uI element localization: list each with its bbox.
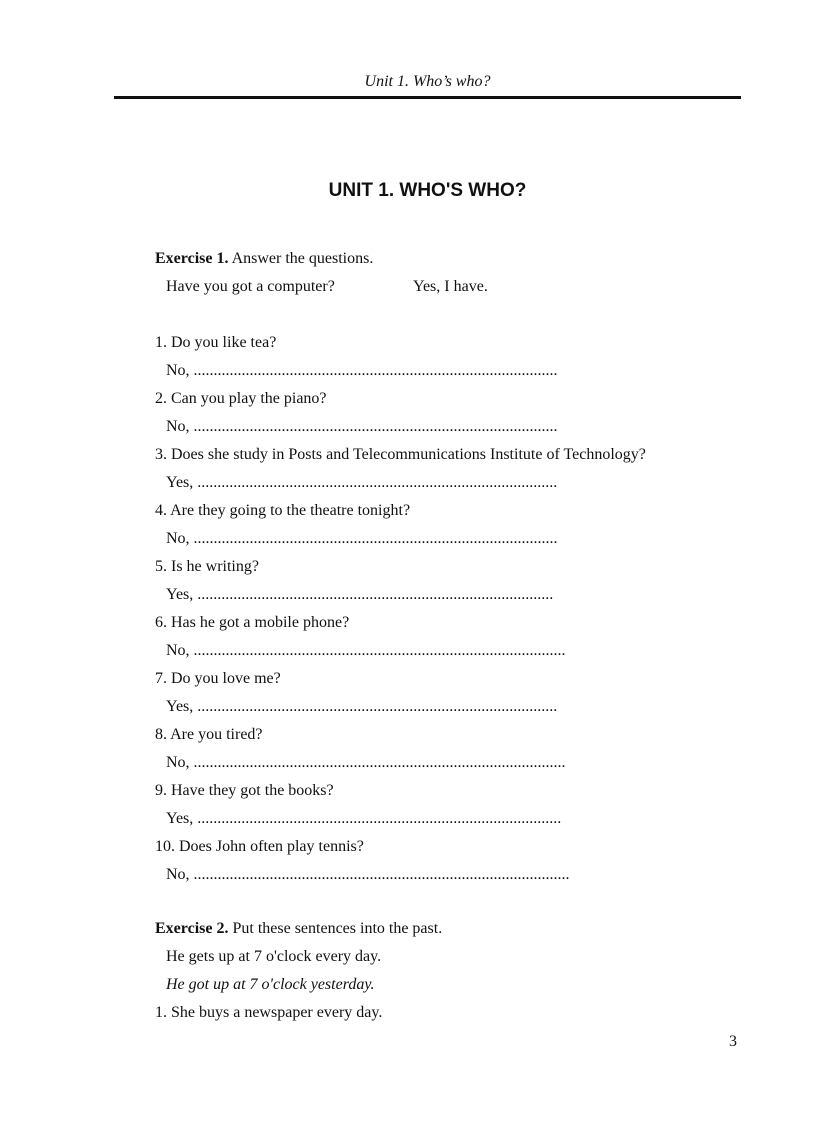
answer-line-1: No, ........................................................................................... (166, 362, 558, 379)
answer-line-3: Yes, .......................................................................................... (166, 474, 558, 491)
answer-line-6: No, ............................................................................................. (166, 642, 566, 659)
exercise-2-example-sentence: He gets up at 7 o'clock every day. (166, 948, 382, 965)
question-2: 2. Can you play the piano? (155, 390, 327, 407)
question-7: 7. Do you love me? (155, 670, 281, 687)
question-10: 10. Does John often play tennis? (155, 838, 364, 855)
exercise-1-example (166, 277, 566, 297)
answer-line-8: No, ............................................................................................. (166, 754, 566, 771)
header-rule (114, 96, 741, 99)
example-answer: Yes, I have. (413, 278, 488, 295)
question-9: 9. Have they got the books? (155, 782, 334, 799)
answer-line-4: No, ........................................................................................... (166, 530, 558, 547)
question-5: 5. Is he writing? (155, 558, 259, 575)
page-number: 3 (729, 1033, 737, 1050)
exercise-2-instruction: Put these sentences into the past. (232, 920, 443, 937)
answer-line-9: Yes, ........................................................................................... (166, 810, 562, 827)
unit-title: UNIT 1. WHO'S WHO? (328, 180, 527, 201)
example-question: Have you got a computer? (166, 278, 335, 295)
exercise-2-item-1: 1. She buys a newspaper every day. (155, 1004, 383, 1021)
answer-line-2: No, ........................................................................................... (166, 418, 558, 435)
answer-line-10: No, .............................................................................................. (166, 866, 570, 883)
question-1: 1. Do you like tea? (155, 334, 277, 351)
question-8: 8. Are you tired? (155, 726, 263, 743)
exercise-1-instruction: Answer the questions. (231, 250, 374, 267)
exercise-2-heading (155, 919, 442, 939)
exercise-1-heading (155, 249, 373, 269)
running-header: Unit 1. Who’s who? (364, 73, 491, 90)
exercise-2-example-answer: He got up at 7 o'clock yesterday. (166, 976, 375, 993)
exercise-1-label: Exercise 1. (155, 250, 229, 267)
exercise-2-label: Exercise 2. (155, 920, 229, 937)
answer-line-7: Yes, .......................................................................................... (166, 698, 558, 715)
question-3: 3. Does she study in Posts and Telecommunications Institute of Technology? (155, 446, 646, 463)
question-6: 6. Has he got a mobile phone? (155, 614, 350, 631)
question-4: 4. Are they going to the theatre tonight? (155, 502, 411, 519)
answer-line-5: Yes, ......................................................................................... (166, 586, 554, 603)
